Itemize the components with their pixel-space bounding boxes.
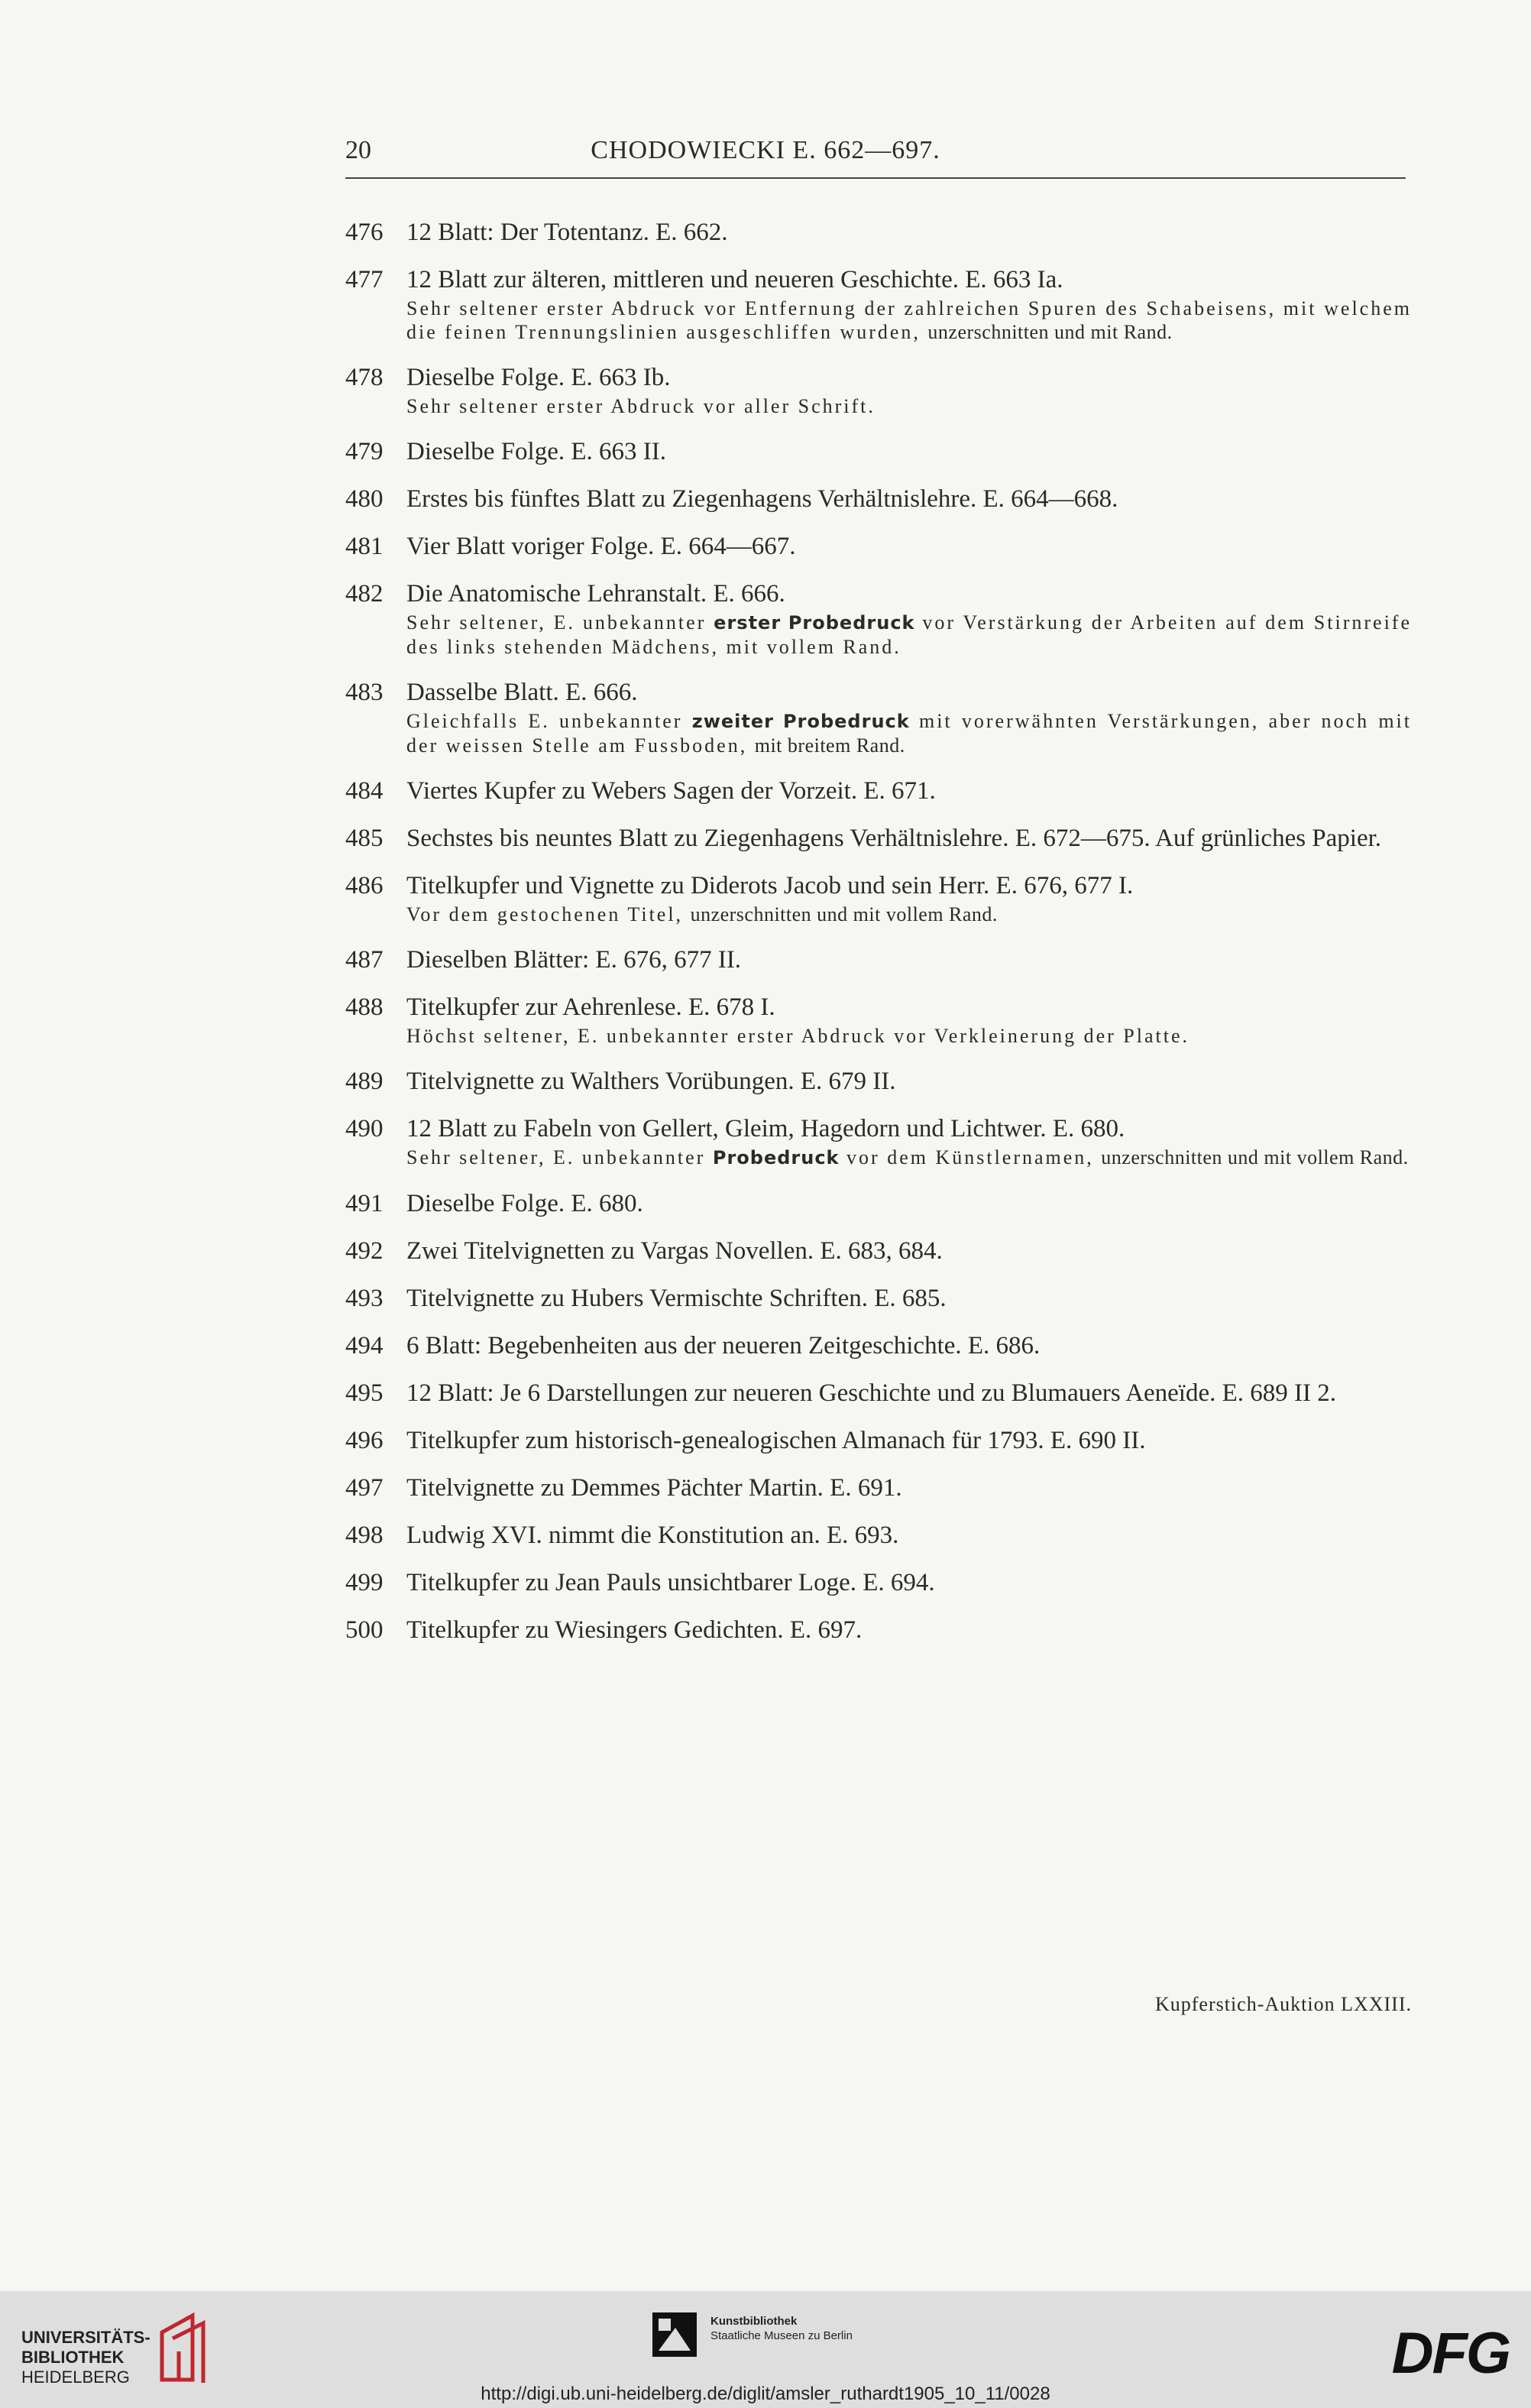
catalog-entry xyxy=(345,1427,1412,1454)
entry-title: 12 Blatt: Je 6 Darstellungen zur neueren Geschichte und zu Blumauers Aeneïde. E. 689 II 2. xyxy=(406,1379,1336,1407)
catalog-entry xyxy=(345,266,1412,293)
entry-title: Titelkupfer zu Wiesingers Gedichten. E. 697. xyxy=(406,1616,863,1644)
catalog-entry xyxy=(345,1332,1412,1360)
entry-title: 12 Blatt zur älteren, mittleren und neueren Geschichte. E. 663 Ia. xyxy=(406,266,1063,293)
dfg-logo[interactable]: DFG xyxy=(1391,2321,1510,2386)
entry-number: 485 xyxy=(345,825,384,852)
entry-body xyxy=(406,825,1412,852)
entry-number: 478 xyxy=(345,364,384,391)
entry-number: 499 xyxy=(345,1569,384,1596)
uni-logo-line3: HEIDELBERG xyxy=(21,2367,130,2387)
entry-number: 491 xyxy=(345,1190,384,1217)
university-mark-icon xyxy=(156,2309,209,2386)
entry-number: 496 xyxy=(345,1427,384,1454)
catalog-entry-group xyxy=(345,364,1412,418)
note-text: Sehr seltener erster Abdruck vor aller Schrift. xyxy=(406,395,876,417)
entry-body xyxy=(406,993,1412,1021)
note-emphasis: zweiter Probedruck xyxy=(691,711,910,732)
entry-body xyxy=(406,1427,1412,1454)
catalog-entry-group xyxy=(345,993,1412,1048)
entry-body xyxy=(406,1190,1412,1217)
entry-note xyxy=(406,903,1412,926)
entry-body xyxy=(406,946,1412,974)
entry-number: 479 xyxy=(345,438,384,465)
entry-number: 480 xyxy=(345,485,384,513)
catalog-entry xyxy=(345,1616,1412,1644)
entry-title: Erstes bis fünftes Blatt zu Ziegenhagens Verhältnislehre. E. 664—668. xyxy=(406,485,1118,513)
entry-title: Titelvignette zu Hubers Vermischte Schriften. E. 685. xyxy=(406,1285,947,1312)
catalog-entry xyxy=(345,1522,1412,1549)
catalog-entry-group xyxy=(345,872,1412,926)
entry-body xyxy=(406,438,1412,465)
entry-title: Titelkupfer zu Jean Pauls unsichtbarer Loge. E. 694. xyxy=(406,1569,935,1596)
entry-title: Titelvignette zu Demmes Pächter Martin. E. 691. xyxy=(406,1474,902,1502)
catalog-entry xyxy=(345,993,1412,1021)
entry-title: Vier Blatt voriger Folge. E. 664—667. xyxy=(406,533,796,560)
kb-line2: Staatliche Museen zu Berlin xyxy=(710,2329,853,2342)
catalog-entry xyxy=(345,1379,1412,1407)
entry-body xyxy=(406,679,1412,706)
note-emphasis: Probedruck xyxy=(712,1147,840,1168)
catalog-entry xyxy=(345,872,1412,899)
catalog-entry xyxy=(345,1115,1412,1142)
catalog-entry xyxy=(345,364,1412,391)
entry-number: 477 xyxy=(345,266,384,293)
catalog-entry xyxy=(345,1237,1412,1265)
entry-title: Zwei Titelvignetten zu Vargas Novellen. E. 683, 684. xyxy=(406,1237,943,1265)
entry-title: Titelkupfer und Vignette zu Diderots Jacob und sein Herr. E. 676, 677 I. xyxy=(406,872,1134,899)
entry-title: 6 Blatt: Begebenheiten aus der neueren Zeitgeschichte. E. 686. xyxy=(406,1332,1041,1360)
catalog-entry xyxy=(345,777,1412,805)
entry-body xyxy=(406,1068,1412,1095)
entry-body xyxy=(406,364,1412,391)
entry-number: 488 xyxy=(345,993,384,1021)
note-text: mit vorerwähnten Verstärkungen, aber noch mit der weissen Stelle am Fussboden, xyxy=(406,710,1412,757)
entry-number: 498 xyxy=(345,1522,384,1549)
entry-number: 495 xyxy=(345,1379,384,1407)
note-text: unzerschnitten und mit vollem Rand. xyxy=(690,903,998,925)
entry-number: 494 xyxy=(345,1332,384,1360)
note-emphasis: erster Probedruck xyxy=(714,612,915,634)
running-header: CHODOWIECKI E. 662—697. xyxy=(591,136,940,164)
kb-line1: Kunstbibliothek xyxy=(710,2315,798,2328)
entry-body xyxy=(406,777,1412,805)
catalog-entry xyxy=(345,533,1412,560)
kunstbibliothek-logo-icon xyxy=(652,2312,697,2357)
entry-body xyxy=(406,1616,1412,1644)
entry-note xyxy=(406,297,1412,344)
entry-body xyxy=(406,1332,1412,1360)
catalog-entry xyxy=(345,580,1412,608)
entry-number: 500 xyxy=(345,1616,384,1644)
entry-note xyxy=(406,1146,1412,1170)
catalog-entry-group xyxy=(345,266,1412,344)
entry-body xyxy=(406,872,1412,899)
note-text: unzerschnitten und mit vollem Rand. xyxy=(1101,1146,1409,1168)
entry-number: 497 xyxy=(345,1474,384,1502)
catalog-entry xyxy=(345,1068,1412,1095)
entry-title: Titelkupfer zum historisch-genealogischen Almanach für 1793. E. 690 II. xyxy=(406,1427,1146,1454)
entry-title: Dieselbe Folge. E. 680. xyxy=(406,1190,643,1217)
university-library-logo[interactable] xyxy=(21,2328,151,2387)
entry-body xyxy=(406,580,1412,608)
entry-number: 483 xyxy=(345,679,384,706)
entry-title: Dieselben Blätter: E. 676, 677 II. xyxy=(406,946,742,974)
entry-number: 486 xyxy=(345,872,384,899)
catalog-entry-group xyxy=(345,1115,1412,1170)
catalog-entry xyxy=(345,1285,1412,1312)
catalog-entry xyxy=(345,219,1412,246)
entry-number: 492 xyxy=(345,1237,384,1265)
note-text: vor Verstärkung der Arbeiten auf dem Stirnreife des links stehenden Mädchens, mit vollem Rand. xyxy=(406,611,1412,658)
entry-body xyxy=(406,485,1412,513)
entry-title: 12 Blatt: Der Totentanz. E. 662. xyxy=(406,219,728,246)
entry-body xyxy=(406,1379,1412,1407)
catalog-entries xyxy=(345,219,1412,1664)
entry-body xyxy=(406,1237,1412,1265)
entry-title: Viertes Kupfer zu Webers Sagen der Vorzeit. E. 671. xyxy=(406,777,936,805)
entry-body xyxy=(406,1474,1412,1502)
entry-body xyxy=(406,1569,1412,1596)
note-text: Sehr seltener erster Abdruck vor Entfernung der zahlreichen Spuren des Schabeisens, mit welchem die feinen Trennungslinien ausgeschliffen wurden, xyxy=(406,297,1412,343)
entry-body xyxy=(406,219,1412,246)
catalog-entry-group xyxy=(345,580,1412,659)
catalog-entry xyxy=(345,679,1412,706)
catalog-entry xyxy=(345,1569,1412,1596)
entry-number: 487 xyxy=(345,946,384,974)
entry-body xyxy=(406,1285,1412,1312)
entry-body xyxy=(406,1522,1412,1549)
entry-number: 476 xyxy=(345,219,384,246)
header-rule xyxy=(345,177,1406,179)
entry-number: 481 xyxy=(345,533,384,560)
entry-note xyxy=(406,1024,1412,1048)
catalog-entry-group xyxy=(345,679,1412,757)
note-text: mit breitem Rand. xyxy=(754,734,905,757)
entry-body xyxy=(406,1115,1412,1142)
catalog-entry xyxy=(345,1190,1412,1217)
entry-note xyxy=(406,709,1412,757)
entry-body xyxy=(406,533,1412,560)
signature-line: Kupferstich-Auktion LXXIII. xyxy=(1154,1993,1412,2015)
catalog-entry xyxy=(345,485,1412,513)
note-text: Höchst seltener, E. unbekannter erster Abdruck vor Verkleinerung der Platte. xyxy=(406,1025,1190,1047)
entry-body xyxy=(406,266,1412,293)
entry-title: Ludwig XVI. nimmt die Konstitution an. E. 693. xyxy=(406,1522,899,1549)
note-text: Sehr seltener, E. unbekannter xyxy=(406,1146,713,1168)
entry-title: Dieselbe Folge. E. 663 Ib. xyxy=(406,364,671,391)
note-text: unzerschnitten und mit Rand. xyxy=(927,321,1173,343)
entry-number: 489 xyxy=(345,1068,384,1095)
note-text: Gleichfalls E. unbekannter xyxy=(406,710,692,732)
uni-logo-line1: UNIVERSITÄTS- xyxy=(21,2328,151,2347)
note-text: Vor dem gestochenen Titel, xyxy=(406,903,691,925)
entry-title: Titelkupfer zur Aehrenlese. E. 678 I. xyxy=(406,993,775,1021)
entry-title: Sechstes bis neuntes Blatt zu Ziegenhagens Verhältnislehre. E. 672—675. Auf grünliches Papier. xyxy=(406,825,1382,852)
permalink-url[interactable]: http://digi.ub.uni-heidelberg.de/diglit/amsler_ruthardt1905_10_11/0028 xyxy=(481,2384,1050,2404)
uni-logo-line2: BIBLIOTHEK xyxy=(21,2348,125,2367)
entry-number: 493 xyxy=(345,1285,384,1312)
entry-number: 490 xyxy=(345,1115,384,1142)
entry-note xyxy=(406,394,1412,418)
catalog-entry xyxy=(345,946,1412,974)
catalog-entry xyxy=(345,438,1412,465)
page-number: 20 xyxy=(345,136,371,164)
entry-number: 484 xyxy=(345,777,384,805)
entry-title: Dieselbe Folge. E. 663 II. xyxy=(406,438,667,465)
catalog-entry xyxy=(345,825,1412,852)
note-text: Sehr seltener, E. unbekannter xyxy=(406,611,714,634)
entry-title: Dasselbe Blatt. E. 666. xyxy=(406,679,638,706)
entry-title: Titelvignette zu Walthers Vorübungen. E. 679 II. xyxy=(406,1068,896,1095)
entry-note xyxy=(406,611,1412,659)
note-text: vor dem Künstlernamen, xyxy=(839,1146,1102,1168)
entry-title: 12 Blatt zu Fabeln von Gellert, Gleim, Hagedorn und Lichtwer. E. 680. xyxy=(406,1115,1125,1142)
catalog-entry xyxy=(345,1474,1412,1502)
entry-number: 482 xyxy=(345,580,384,608)
entry-title: Die Anatomische Lehranstalt. E. 666. xyxy=(406,580,785,608)
kunstbibliothek-label[interactable] xyxy=(710,2314,853,2343)
